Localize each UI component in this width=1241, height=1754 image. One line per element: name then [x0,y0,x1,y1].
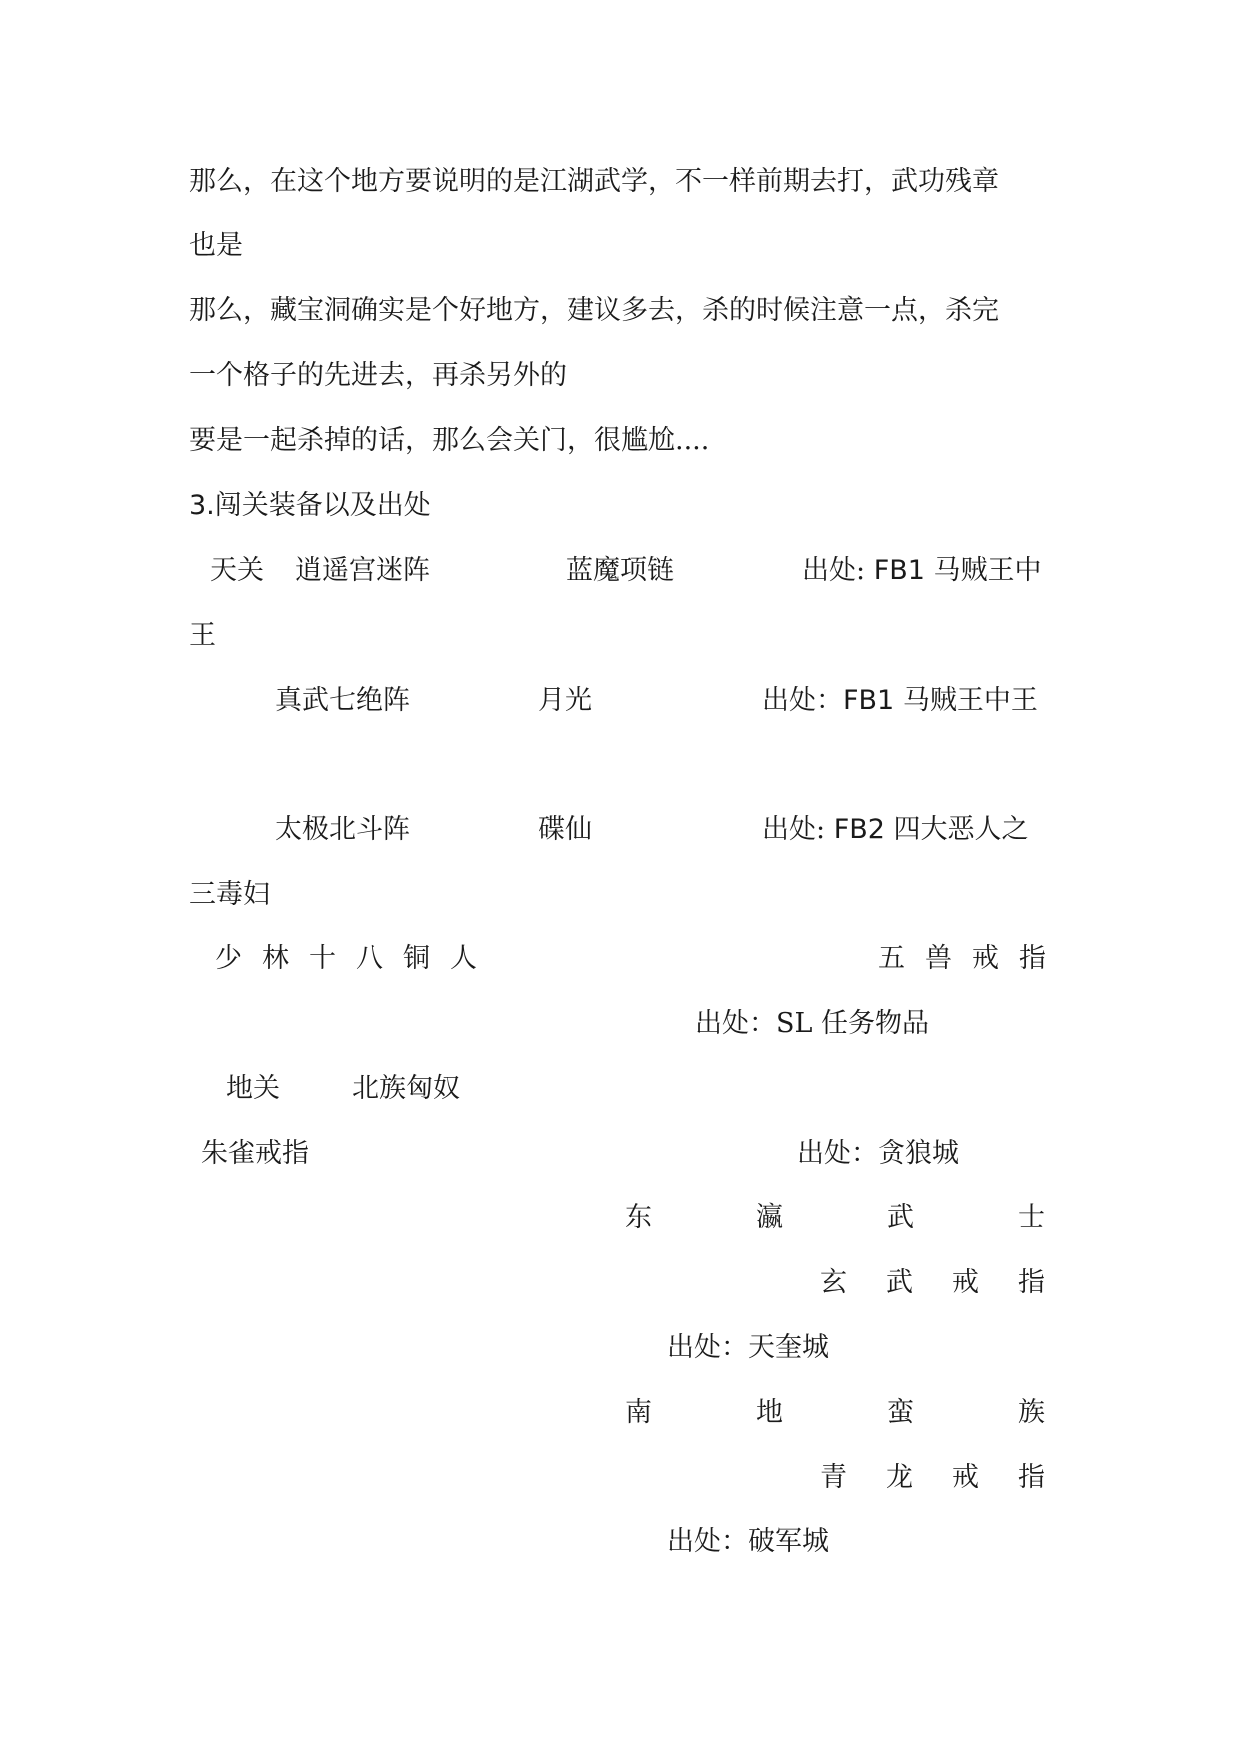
group-3 [625,1395,1045,1431]
formation-4-char: 少 [215,943,242,974]
item-1: 蓝魔项链 [566,555,674,586]
paragraph-3: 要是一起杀掉的话，那么会关门，很尴尬.... [189,425,710,456]
item-2: 月光 [538,685,592,716]
formation-4-char: 铜 [403,943,430,974]
item-4-char: 指 [1019,943,1046,974]
source-3 [762,812,1029,848]
item-4 [878,941,1046,977]
formation-4 [215,941,477,977]
formation-2: 真武七绝阵 [275,685,410,716]
item-4-char: 五 [878,943,905,974]
source-1-wrap: 王 [189,620,216,651]
item-6-char: 武 [886,1267,913,1298]
di-guan-label: 地关 [226,1073,280,1104]
source-code: FB2 [833,814,885,845]
item-6-char: 指 [1018,1267,1045,1298]
source-3-wrap: 三毒妇 [189,879,270,910]
formation-1: 逍遥宫迷阵 [295,555,430,586]
paragraph-2-line-1: 那么，藏宝洞确实是个好地方，建议多去，杀的时候注意一点，杀完 [189,295,999,326]
item-6 [820,1265,1045,1301]
item-6-char: 戒 [952,1267,979,1298]
group-3-char: 族 [1018,1397,1045,1428]
source-place: 马贼王中王 [902,685,1038,716]
item-7 [820,1460,1045,1496]
source-5: 出处：贪狼城 [797,1138,959,1169]
source-7: 出处：破军城 [667,1526,829,1557]
section-heading [189,488,431,524]
formation-4-char: 十 [309,943,336,974]
source-place: 马贼王中 [933,555,1042,586]
source-label: 出处： [762,685,843,716]
item-7-char: 青 [820,1462,847,1493]
source-code: FB1 [873,555,925,586]
source-2 [762,683,1038,719]
group-2-char: 武 [887,1202,914,1233]
formation-4-char: 人 [450,943,477,974]
group-1: 北族匈奴 [352,1073,460,1104]
item-7-char: 指 [1018,1462,1045,1493]
formation-4-char: 八 [356,943,383,974]
section-number: 3. [189,490,215,521]
group-3-char: 南 [625,1397,652,1428]
tian-guan-label: 天关 [210,555,264,586]
section-title: 闯关装备以及出处 [214,490,431,521]
item-7-char: 戒 [952,1462,979,1493]
item-7-char: 龙 [886,1462,913,1493]
source-label: 出处: [762,814,826,845]
paragraph-2-line-2: 一个格子的先进去，再杀另外的 [189,360,567,391]
group-3-char: 蛮 [887,1397,914,1428]
group-2-char: 瀛 [756,1202,783,1233]
formation-4-char: 林 [262,943,289,974]
source-6: 出处：天奎城 [667,1332,829,1363]
group-2 [625,1200,1045,1236]
source-label: 出处: [802,555,866,586]
source-place: 四大恶人之 [893,814,1029,845]
source-code: FB1 [843,685,895,716]
group-2-char: 士 [1018,1202,1045,1233]
source-1 [802,553,1042,589]
item-6-char: 玄 [820,1267,847,1298]
item-4-char: 戒 [972,943,999,974]
paragraph-1-line-2: 也是 [189,230,243,261]
item-3: 碟仙 [538,814,592,845]
formation-3: 太极北斗阵 [275,814,410,845]
group-3-char: 地 [756,1397,783,1428]
source-4: 出处：SL 任务物品 [695,1008,930,1039]
item-4-char: 兽 [925,943,952,974]
paragraph-1-line-1: 那么，在这个地方要说明的是江湖武学，不一样前期去打，武功残章 [189,166,999,197]
group-2-char: 东 [625,1202,652,1233]
item-5: 朱雀戒指 [201,1138,309,1169]
